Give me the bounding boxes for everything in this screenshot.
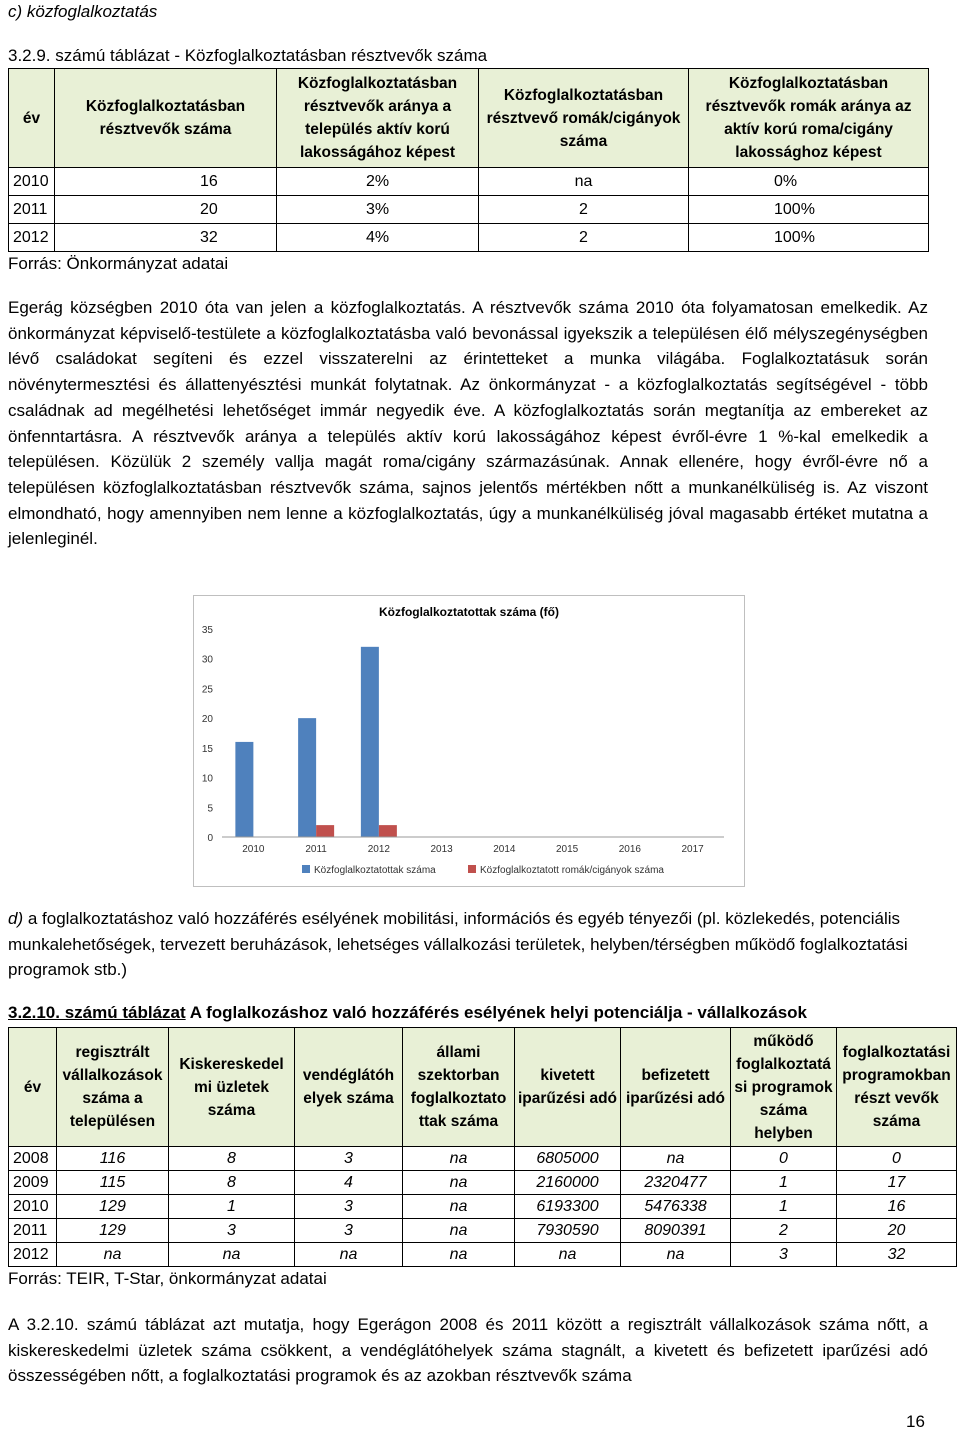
table-header-row: [9, 1028, 957, 1147]
x-tick-label: 2011: [305, 844, 327, 855]
cell: 32: [55, 224, 277, 252]
x-tick-label: 2012: [367, 844, 390, 855]
section-d-label: d): [8, 909, 24, 928]
cell: 2: [479, 196, 689, 224]
cell: 3: [295, 1195, 403, 1219]
cell: na: [403, 1219, 515, 1243]
cell: 2010: [9, 1195, 57, 1219]
header-roma-ratio: Közfoglalkoztatásban résztvevők romák aránya az aktív korú roma/cigány lakossághoz képest: [689, 69, 929, 168]
legend-swatch: [468, 865, 476, 873]
header-retail: Kiskereskedel mi üzletek száma: [169, 1028, 295, 1147]
cell: 4%: [277, 224, 479, 252]
table1-title: 3.2.9. számú táblázat - Közfoglalkoztatásban résztvevők száma: [8, 46, 488, 65]
header-ev: év: [9, 1028, 57, 1147]
table1-source: Forrás: Önkormányzat adatai: [8, 254, 229, 273]
x-tick-label: 2017: [681, 844, 704, 855]
y-axis-ticks: [202, 625, 214, 844]
cell: 129: [57, 1219, 169, 1243]
x-tick-label: 2014: [493, 844, 516, 855]
cell: 4: [295, 1171, 403, 1195]
table2-title-number: 3.2.10. számú táblázat: [8, 1003, 186, 1022]
table-row: [9, 1195, 957, 1219]
cell: 16: [55, 168, 277, 196]
cell: 8: [169, 1171, 295, 1195]
y-tick-label: 20: [201, 714, 213, 726]
cell: na: [621, 1147, 731, 1171]
table-row: [9, 1147, 957, 1171]
header-levied-tax: kivetett iparűzési adó: [515, 1028, 621, 1147]
cell: 0: [837, 1147, 957, 1171]
closing-paragraph: A 3.2.10. számú táblázat azt mutatja, hogy Egerágon 2008 és 2011 között a regisztrált vállalkozások száma nőtt, a kiskereskedelmi üzletek száma csökkent, a vendéglátóhelyek száma stagnált, a kivetett és befizetett iparűzési adó összességében nőtt, a foglalkoztatási programok és az azokban résztvevők száma: [8, 1315, 928, 1386]
cell: na: [479, 168, 689, 196]
cell: 20: [55, 196, 277, 224]
x-axis-ticks: [242, 844, 704, 855]
cell: na: [295, 1243, 403, 1267]
cell: 2320477: [621, 1171, 731, 1195]
x-tick-label: 2010: [242, 844, 265, 855]
bar-roma-participants: [379, 825, 397, 837]
cell: 32: [837, 1243, 957, 1267]
table-row: [9, 1171, 957, 1195]
legend-swatch: [302, 865, 310, 873]
bar-participants: [235, 742, 253, 837]
cell: 2010: [9, 168, 55, 196]
cell: 6193300: [515, 1195, 621, 1219]
cell: 2008: [9, 1147, 57, 1171]
table-row: [9, 1243, 957, 1267]
cell: 0: [731, 1147, 837, 1171]
cell: 3: [169, 1219, 295, 1243]
body-paragraph: Egerág községben 2010 óta van jelen a közfoglalkoztatás. A résztvevők száma 2010 óta folyamatosan emelkedik. Az önkormányzat képviselő-testülete a közfoglalkoztatásba való bevonással igyekszik a településen élő mélyszegénységben lévő családokat segíteni és ezzel visszaterelni az érintetteket a munka világába. Foglalkoztatásuk során növénytermesztési és állattenyésztési munkát folytatnak. Az önkormányzat - a közfoglalkoztatás segítségével - több családnak ad megélhetési lehetőséget immár negyedik éve. A közfoglalkoztatás során megtanítja az embereket az önfenntartásra. A résztvevők aránya a település aktív korú lakosságához képest évről-évre 1 %-kal emelkedik a településen. Közülük 2 személy vallja magát roma/cigány származásúnak. Annak ellenére, hogy évről-évre nő a településen közfoglalkoztatásban résztvevők száma, sajnos jelentős mértékben nőtt a munkanélküliség is. Az viszont elmondható, hogy amennyiben nem lenne a közfoglalkoztatás, úgy a munkanélküliség jóval magasabb értéket mutatna a jelenleginél.: [8, 298, 928, 549]
cell: 2012: [9, 1243, 57, 1267]
cell: na: [57, 1243, 169, 1267]
cell: 6805000: [515, 1147, 621, 1171]
cell: 1: [731, 1171, 837, 1195]
legend-label: Közfoglalkoztatottak száma: [314, 865, 436, 876]
cell: na: [169, 1243, 295, 1267]
section-d-paragraph: [8, 906, 948, 983]
cell: 5476338: [621, 1195, 731, 1219]
cell: 2: [731, 1219, 837, 1243]
table2-body: [9, 1147, 957, 1267]
y-tick-label: 15: [201, 743, 213, 755]
cell: 2009: [9, 1171, 57, 1195]
table-row: [9, 1219, 957, 1243]
cell: 2: [479, 224, 689, 252]
cell: 0%: [689, 168, 929, 196]
header-program-participants: foglalkoztatási programokban részt vevők száma: [837, 1028, 957, 1147]
page-number: 16: [906, 1412, 925, 1431]
cell: 8090391: [621, 1219, 731, 1243]
header-participants-ratio: Közfoglalkoztatásban résztvevők aránya a település aktív korú lakosságához képest: [277, 69, 479, 168]
bar-chart: [193, 595, 745, 887]
chart-legend: [302, 865, 664, 876]
header-hospitality: vendéglátóh elyek száma: [295, 1028, 403, 1147]
cell: 16: [837, 1195, 957, 1219]
cell: 20: [837, 1219, 957, 1243]
legend-label: Közfoglalkoztatott romák/cigányok száma: [480, 865, 664, 876]
cell: 129: [57, 1195, 169, 1219]
cell: 8: [169, 1147, 295, 1171]
cell: na: [621, 1243, 731, 1267]
x-tick-label: 2016: [618, 844, 641, 855]
x-tick-label: 2013: [430, 844, 453, 855]
participants-table: [8, 68, 929, 252]
table2-title-rest: A foglalkozáshoz való hozzáférés esélyének helyi potenciálja - vállalkozások: [185, 1003, 808, 1022]
table-row: [9, 224, 929, 252]
bar-participants: [361, 647, 379, 837]
cell: 3: [295, 1147, 403, 1171]
cell: 17: [837, 1171, 957, 1195]
section-label: c) közfoglalkoztatás: [8, 2, 158, 21]
y-tick-label: 30: [201, 654, 213, 666]
table2-source: Forrás: TEIR, T-Star, önkormányzat adatai: [8, 1269, 327, 1288]
cell: na: [515, 1243, 621, 1267]
table-row: [9, 196, 929, 224]
table-row: [9, 168, 929, 196]
cell: 3: [731, 1243, 837, 1267]
header-programs: működő foglalkoztatá si programok száma helyben: [731, 1028, 837, 1147]
cell: 1: [169, 1195, 295, 1219]
cell: 3: [295, 1219, 403, 1243]
chart-title: Közfoglalkoztatottak száma (fő): [378, 605, 560, 619]
cell: 2012: [9, 224, 55, 252]
bars: [235, 647, 397, 837]
bar-participants: [298, 718, 316, 837]
y-tick-label: 35: [201, 625, 213, 636]
x-tick-label: 2015: [556, 844, 579, 855]
cell: na: [403, 1243, 515, 1267]
header-participants: Közfoglalkoztatásban résztvevők száma: [55, 69, 277, 168]
cell: na: [403, 1195, 515, 1219]
cell: 2011: [9, 196, 55, 224]
cell: 7930590: [515, 1219, 621, 1243]
enterprise-table: [8, 1027, 957, 1267]
header-paid-tax: befizetett iparűzési adó: [621, 1028, 731, 1147]
y-tick-label: 10: [201, 773, 213, 785]
cell: na: [403, 1171, 515, 1195]
header-ev: év: [9, 69, 55, 168]
y-tick-label: 0: [207, 833, 213, 844]
cell: 100%: [689, 224, 929, 252]
table-header-row: [9, 69, 929, 168]
header-roma-participants: Közfoglalkoztatásban résztvevő romák/cigányok száma: [479, 69, 689, 168]
table2-title: [8, 1001, 807, 1025]
chart-svg: [194, 596, 744, 886]
header-state-sector: állami szektorban foglalkoztato ttak száma: [403, 1028, 515, 1147]
header-registered: regisztrált vállalkozások száma a településen: [57, 1028, 169, 1147]
cell: 100%: [689, 196, 929, 224]
section-d-text: a foglalkoztatáshoz való hozzáférés esélyének mobilitási, információs és egyéb tényezői (pl. közlekedés, potenciális munkalehetőségek, tervezett beruházások, lehetséges vállalkozási területek, helyben/térségben működő foglalkoztatási programok stb.): [8, 909, 908, 980]
bar-roma-participants: [316, 825, 334, 837]
cell: na: [403, 1147, 515, 1171]
cell: 115: [57, 1171, 169, 1195]
y-tick-label: 5: [207, 803, 213, 815]
cell: 1: [731, 1195, 837, 1219]
cell: 116: [57, 1147, 169, 1171]
cell: 2%: [277, 168, 479, 196]
cell: 3%: [277, 196, 479, 224]
y-tick-label: 25: [201, 684, 213, 696]
cell: 2011: [9, 1219, 57, 1243]
cell: 2160000: [515, 1171, 621, 1195]
